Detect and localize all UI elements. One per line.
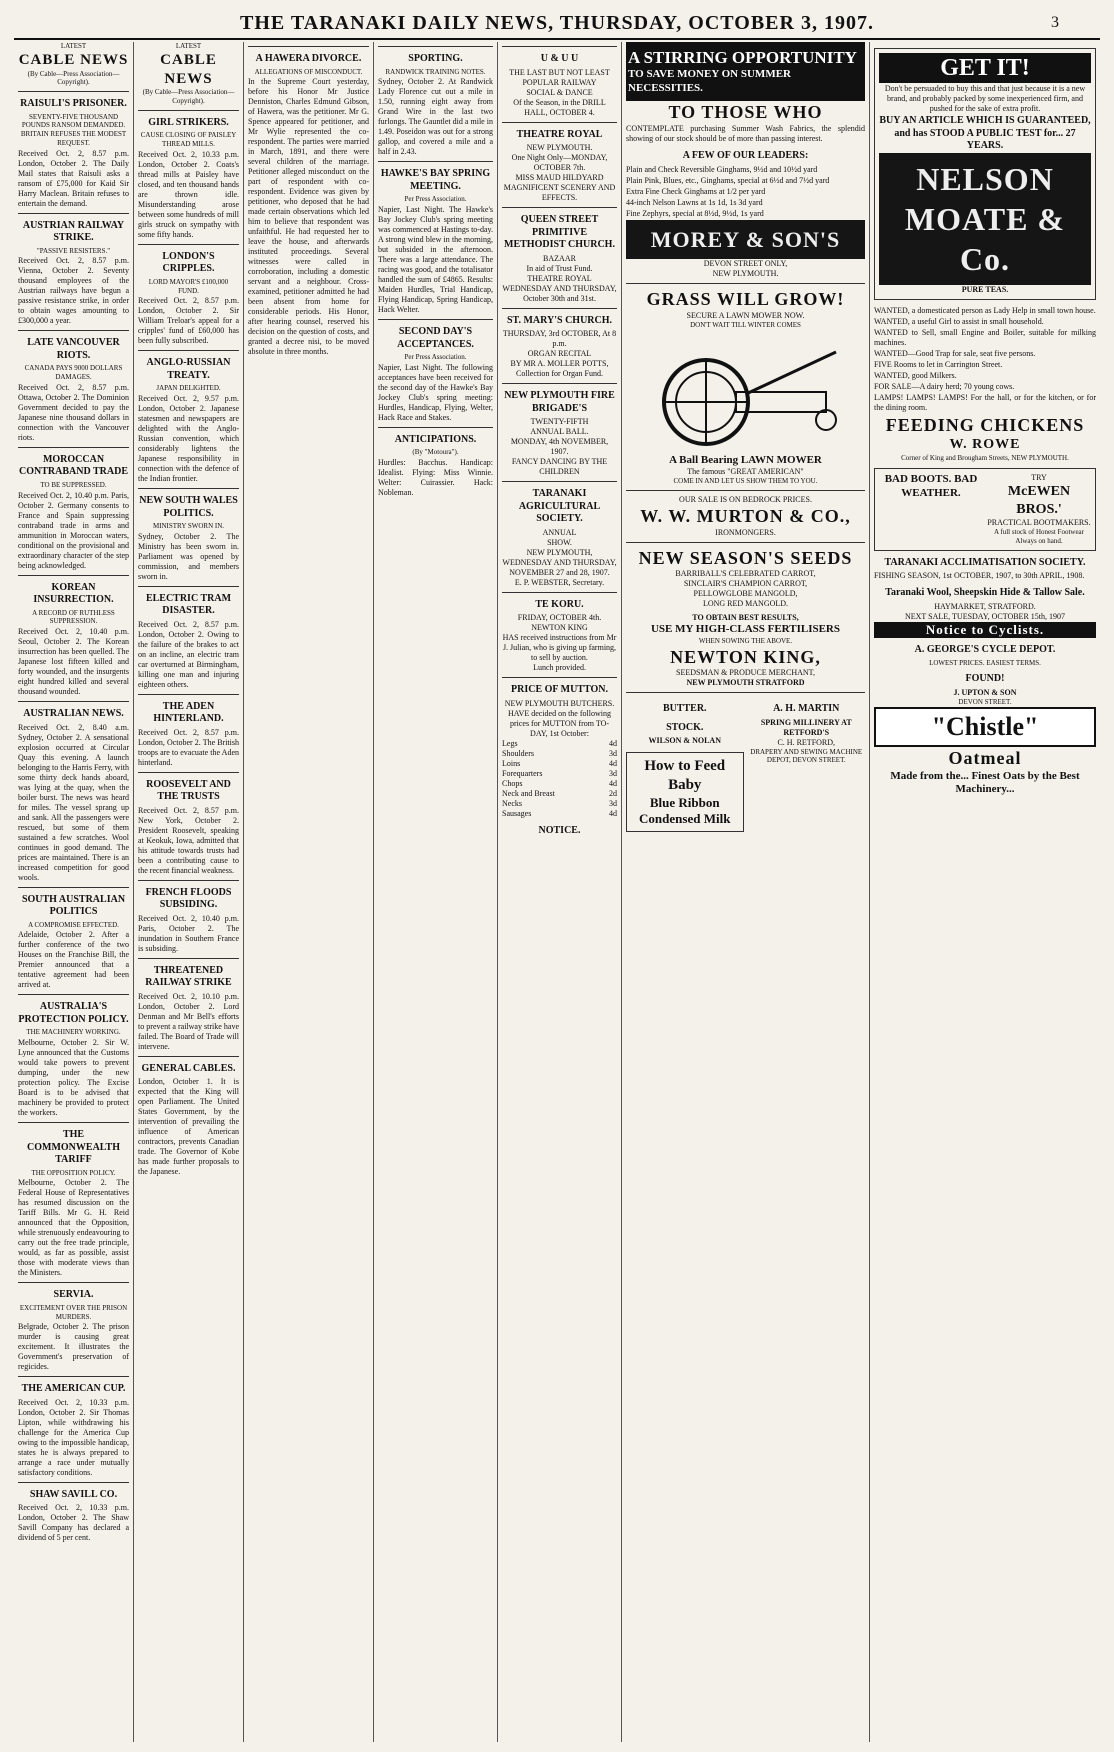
- article-headline: GIRL STRIKERS.: [148, 116, 229, 128]
- divider: [502, 46, 617, 47]
- mcewen-ad: [874, 468, 1096, 551]
- divider: [18, 213, 129, 214]
- divider: [502, 207, 617, 208]
- article-body: Received Oct. 2, 9.57 p.m. London, October 2. Japanese statesmen and newspapers are delighted with the Anglo-Russian convention, which considerably lightens the Japanese responsibility in connection with the defence of the Indian frontier.: [138, 394, 239, 483]
- seed-item: BARRIBALL'S CELEBRATED CARROT,: [675, 569, 816, 579]
- article-body: Received Oct. 2, 8.57 p.m. London, October 2. Sir William Treloar's appeal for a cripples' fund of £60,000 has been fully subscribed.: [138, 296, 239, 346]
- divider: [18, 575, 129, 576]
- price-item: Sausages: [502, 808, 532, 818]
- notice-line: BAZAAR: [543, 253, 576, 263]
- article-headline: SERVIA.: [53, 1289, 94, 1301]
- notice-title: THEATRE ROYAL: [516, 128, 603, 140]
- notice-line: NEWTON KING: [531, 623, 588, 632]
- notice-line: TWENTY-FIFTH: [530, 417, 589, 426]
- notice-line: THURSDAY, 3rd OCTOBER, At 8 p.m.: [502, 329, 617, 348]
- divider: [248, 46, 369, 47]
- martin-name: A. H. MARTIN: [773, 703, 840, 715]
- morey-town: NEW PLYMOUTH.: [712, 269, 779, 279]
- article-headline: GENERAL CABLES.: [141, 1062, 236, 1074]
- acclimatisation-text: FISHING SEASON, 1st OCTOBER, 1907, to 30th APRIL, 1908.: [874, 571, 1085, 581]
- divider: [502, 308, 617, 309]
- article-headline: KOREAN INSURRECTION.: [33, 581, 114, 605]
- article-subhead: Per Press Association.: [404, 195, 467, 204]
- grass-tag: DON'T WAIT TILL WINTER COMES: [690, 320, 801, 329]
- wool-sale-heading: Taranaki Wool, Sheepskin Hide & Tallow Sale.: [885, 587, 1085, 599]
- notice-line: E. P. WEBSTER, Secretary.: [514, 577, 605, 587]
- stock-heading: STOCK.: [666, 721, 704, 733]
- column-advertisements: [622, 42, 870, 1742]
- notice-line: FANCY DANCING BY THE CHILDREN: [511, 457, 608, 476]
- wanted-item: FIVE Rooms to let in Carrington Street.: [874, 359, 1003, 369]
- seed-item: PELLOWGLOBE MANGOLD,: [693, 589, 798, 599]
- masthead: [14, 8, 1100, 40]
- price-item: Chops: [502, 778, 523, 788]
- article-body: Adelaide, October 2. After a further conference of the two Houses on the Franchise Bill, the Premier announced that a tentative agreement had been arrived at.: [18, 930, 129, 990]
- divider: [138, 350, 239, 351]
- price-value: 3d: [609, 798, 617, 808]
- column-cable-news-1: [14, 42, 134, 1742]
- article-subhead: CANADA PAYS 9000 DOLLARS DAMAGES.: [24, 364, 123, 381]
- price-row: [502, 789, 617, 799]
- article-body: Melbourne, October 2. Sir W. Lyne announced that the Customs would take powers to prevent dumping, under the new protection policy. The Excise Board is to be advised that machinery be provided to protect the workers.: [18, 1038, 129, 1117]
- get-it-title: GET IT!: [879, 53, 1091, 83]
- mcewen-try: TRY: [1031, 473, 1047, 483]
- mcewen-left: BAD BOOTS. BAD WEATHER.: [884, 473, 978, 499]
- article-body: Belgrade, October 2. The prison murder is causing great excitement. It illustrates the Government's preservation of regicides.: [18, 1322, 129, 1372]
- oatmeal-tag: Made from the... Finest Oats by the Best Machinery...: [890, 769, 1080, 796]
- divider: [18, 91, 129, 92]
- leaders-title: A FEW OF OUR LEADERS:: [682, 150, 809, 162]
- column-classifieds: [870, 42, 1100, 1742]
- article-headline: ELECTRIC TRAM DISASTER.: [145, 592, 232, 617]
- grass-subtitle: SECURE A LAWN MOWER NOW.: [686, 310, 805, 320]
- masthead-title: THE TARANAKI DAILY NEWS, THURSDAY, OCTOBER 3, 1907.: [240, 11, 874, 34]
- retford-address: DRAPERY AND SEWING MACHINE DEPOT, DEVON STREET.: [750, 747, 863, 765]
- chistle-logo: "Chistle": [874, 707, 1096, 748]
- george-cycle-depot: A. GEORGE'S CYCLE DEPOT.: [914, 644, 1056, 655]
- notice-title: NEW PLYMOUTH FIRE BRIGADE'S: [504, 390, 615, 414]
- article-subhead: EXCITEMENT OVER THE PRISON MURDERS.: [19, 1303, 128, 1321]
- notice-title: PRICE OF MUTTON.: [511, 684, 608, 695]
- divider: [18, 887, 129, 888]
- article-subhead: LORD MAYOR'S £100,000 FUND.: [148, 277, 229, 295]
- leader-item: Plain Pink, Blues, etc., Ginghams, special at 6½d and 7½d yard: [626, 175, 830, 185]
- section-title: CABLE NEWS: [160, 51, 217, 87]
- mcewen-name: McEWEN BROS.': [1007, 484, 1071, 517]
- notice-line: MAGNIFICENT SCENERY AND EFFECTS.: [503, 183, 616, 202]
- price-item: Legs: [502, 738, 518, 748]
- divider: [18, 330, 129, 331]
- divider: [502, 122, 617, 123]
- mcewen-trade: PRACTICAL BOOTMAKERS.: [987, 518, 1091, 528]
- article-list: [18, 91, 129, 1543]
- found-heading: FOUND!: [965, 673, 1005, 685]
- notice-line: Collection for Organ Fund.: [516, 369, 603, 378]
- murton-name: W. W. MURTON & CO.,: [640, 506, 851, 527]
- article-body: Received Oct. 2, 8.57 p.m. London, October 2. Owing to the failure of the brakes to act on an incline, an electric tram car overturned at Birmingham, killing one man and injuring eighteen others.: [138, 619, 239, 689]
- price-item: Neck and Breast: [502, 788, 555, 798]
- notice-line: MISS MAUD HILDYARD: [515, 173, 604, 182]
- mcewen-tag: A full stock of Honest Footwear Always on hand.: [993, 528, 1084, 545]
- article-body: Received Oct. 2, 8.57 p.m. London, October 2. The British troops are to evacuate the Aden hinterland.: [138, 727, 239, 767]
- article-body: In the Supreme Court yesterday, before his Honor Mr Justice Denniston, Charles Edmund Gibson, of Hawera, was the petitioner. Mr G. Spence appeared for petitioner, and Mr Wylie represented the co-respondent. The parties were married in March, 1891, and there were several children of the marriage. Petitioner alleged misconduct on the part of respondent with co-respondent. Evidence was given by petitioner, who deposed that he had made certain observations which led him to believe that respondent was unfaithful. He had requested her to leave the house, and afterwards instituted proceedings. Several witnesses were called in corroboration, including a domestic servant and a neighbour. Cross-examined, petitioner admitted he had been absent from home for considerable periods. His Honor, after hearing counsel, reserved his decision on the question of costs, and granted a decree nisi, to be moved absolute in three months.: [248, 77, 369, 357]
- seed-item: SINCLAIR'S CHAMPION CARROT,: [683, 579, 808, 589]
- nelson-moate-logo: NELSON MOATE & Co.: [879, 153, 1091, 285]
- column-cable-news-2: [134, 42, 244, 1742]
- article-headline: HAWKE'S BAY SPRING MEETING.: [380, 168, 491, 192]
- seeds-list: [626, 569, 865, 609]
- article-headline: NEW SOUTH WALES POLITICS.: [139, 495, 238, 519]
- leaders-list: [626, 165, 865, 219]
- feeding-chickens-title: FEEDING CHICKENS: [885, 414, 1085, 435]
- price-value: 4d: [609, 778, 617, 788]
- notice-line: FRIDAY, OCTOBER 4th.: [517, 613, 602, 622]
- notice-line: MONDAY, 4th NOVEMBER, 1907.: [510, 437, 609, 456]
- divider: [138, 958, 239, 959]
- top-ad-row: [626, 42, 865, 279]
- price-row: [502, 779, 617, 789]
- upton-name: J. UPTON & SON: [953, 687, 1017, 697]
- article-subhead: ALLEGATIONS OF MISCONDUCT.: [254, 67, 363, 76]
- price-row: [502, 739, 617, 749]
- notice-line: HAS received instructions from Mr J. Julian, who is giving up farming, to sell by auction.: [502, 633, 617, 662]
- article-body: Received Oct. 2, 8.40 a.m. Sydney, October 2. A sensational explosion occurred at Circular Quay this evening. A launch belonging to the Harris Ferry, with some thirty deck hands aboard, was lying at the quay, when the boiler burst. The news was heard for miles. The vessel sprang up and sank. All the passengers were rescued, but some of them sustained a few scratches. Wool continues in good demand. The prices are maintained. There is an increased competition for good wools.: [18, 722, 130, 882]
- section-title: CABLE NEWS: [18, 51, 129, 68]
- drapery-heading: TO THOSE WHO: [668, 101, 823, 122]
- cyclists-notice: Notice to Cyclists.: [874, 622, 1096, 638]
- divider: [378, 161, 493, 162]
- retford-heading: SPRING MILLINERY AT RETFORD'S: [760, 717, 852, 737]
- leader-item: 44-inch Nelson Lawns at 1s 1d, 1s 3d yard: [626, 197, 763, 207]
- nelson-teas: PURE TEAS.: [961, 284, 1009, 294]
- get-it-ad: [874, 48, 1096, 300]
- notice-line: ORGAN RECITAL: [527, 349, 592, 358]
- newton-king-towns: NEW PLYMOUTH STRATFORD: [686, 678, 805, 688]
- rowe-address: Corner of King and Brougham Streets, NEW PLYMOUTH.: [901, 453, 1069, 462]
- notice-title: TE KORU.: [535, 598, 584, 610]
- article-body: London, October 1. It is expected that the King will open Parliament. The United States Government, by the intervention of prevailing the influence of American contractors, prevents Canadian trade. The Governor of Kobe has made further proposals to the Japanese.: [138, 1077, 239, 1177]
- bottom-ad-row: [626, 697, 865, 838]
- mcewen-right: [987, 473, 1091, 546]
- notice-line: SOCIAL & DANCE: [526, 87, 593, 97]
- article-subhead: Per Press Association.: [404, 353, 467, 361]
- leader-item: Plain and Check Reversible Ginghams, 9½d and 10½d yard: [626, 164, 818, 174]
- notice-line: NEW PLYMOUTH BUTCHERS.: [504, 698, 615, 708]
- article-body: Napier, Last Night. The Hawke's Bay Jockey Club's spring meeting was commenced at Hastings to-day. A strong wind blew in the morning, but subsided in the afternoon. There was a large attendance. The racing was good, and the totalisator handled the sum of £4865. Results: Maiden Hurdles, Trial Handicap, Flying Handicap, Spring Handicap, Hack Welter.: [378, 205, 493, 314]
- divider: [626, 692, 865, 693]
- article-subhead: A COMPROMISE EFFECTED.: [28, 920, 119, 929]
- article-headline: THREATENED RAILWAY STRIKE: [145, 964, 232, 989]
- column-sporting: [374, 42, 498, 1742]
- mutton-price-table: [502, 739, 617, 819]
- article-list: [138, 110, 239, 1178]
- article-headline: RAISULI'S PRISONER.: [20, 98, 127, 109]
- notice-line: SHOW.: [547, 537, 572, 547]
- divider: [18, 1376, 129, 1377]
- get-it-buy: BUY AN ARTICLE WHICH IS GUARANTEED, and has STOOD A PUBLIC TEST for... 27 YEARS.: [879, 115, 1091, 151]
- article-headline: AUSTRALIAN NEWS.: [23, 708, 124, 719]
- mower-cta: COME IN AND LET US SHOW THEM TO YOU.: [673, 477, 818, 486]
- murton-subtitle: OUR SALE IS ON BEDROCK PRICES.: [679, 495, 812, 505]
- acclimatisation-heading: TARANAKI ACCLIMATISATION SOCIETY.: [884, 556, 1086, 568]
- divider: [138, 1056, 239, 1057]
- divider: [378, 319, 493, 320]
- article-headline: AUSTRALIA'S PROTECTION POLICY.: [18, 1001, 129, 1025]
- price-value: 2d: [609, 788, 617, 798]
- divider: [502, 481, 617, 482]
- article-headline: AUSTRIAN RAILWAY STRIKE.: [22, 219, 125, 243]
- price-value: 4d: [609, 738, 617, 748]
- price-row: [502, 799, 617, 809]
- article-subhead: CAUSE CLOSING OF PAISLEY THREAD MILLS.: [140, 131, 237, 148]
- get-it-text: Don't be persuaded to buy this and that just because it is a new brand, and probably packed by some inexperienced firm, and pushed for the sake of extra profit.: [884, 84, 1086, 113]
- divider: [138, 110, 239, 111]
- article-body: Received Oct. 2, 10.40 p.m. Paris, October 2. Germany consents to France and Spain suppressing contraband trade in arms and ammunition in Moroccan waters, conditional on the provisional and extraordinary character of the step being acknowledged.: [18, 490, 129, 570]
- divider: [138, 772, 239, 773]
- notice-title: QUEEN STREET PRIMITIVE METHODIST CHURCH.: [504, 214, 615, 250]
- wanted-item: WANTED, a useful Girl to assist in small household.: [874, 316, 1044, 326]
- price-value: 3d: [609, 748, 617, 758]
- article-body: Received Oct. 2, 8.57 p.m. Ottawa, October 2. The Dominion Government decided to pay the Japanese nine thousand dollars in connection with the Vancouver riots.: [18, 382, 129, 442]
- article-subhead: THE OPPOSITION POLICY.: [31, 1168, 116, 1177]
- newton-king-trade: SEEDSMAN & PRODUCE MERCHANT,: [676, 668, 815, 678]
- article-subhead: (By "Motoura").: [412, 448, 459, 457]
- rowe-name: W. ROWE: [949, 437, 1021, 452]
- price-value: 3d: [609, 768, 617, 778]
- article-headline: LATE VANCOUVER RIOTS.: [27, 337, 120, 361]
- notice-line: THEATRE ROYAL: [527, 273, 592, 283]
- article-body: Received Oct. 2, 10.33 p.m. London, October 2. Coats's thread mills at Paisley have closed, and ten thousand hands are thrown idle. Misunderstanding arose between some hundreds of mill girls struck on sympathy with some fifty hands.: [138, 149, 239, 239]
- article-headline: FRENCH FLOODS SUBSIDING.: [145, 886, 232, 911]
- divider: [18, 1122, 129, 1123]
- article-headline: ANTICIPATIONS.: [394, 433, 477, 445]
- notice-line: THE LAST BUT NOT LEAST POPULAR RAILWAY: [509, 67, 610, 87]
- divider: [18, 701, 129, 702]
- seed-item: LONG RED MANGOLD.: [702, 599, 789, 609]
- price-row: [502, 749, 617, 759]
- divider: [138, 488, 239, 489]
- article-body: Received Oct. 2, 10.33 p.m. London, October 2. Sir Thomas Lipton, while withdrawing his challenge for the America Cup owing to the impossible handicap, states he is always prepared to arrange a race under mutually satisfactory conditions.: [18, 1397, 129, 1477]
- article-headline: LONDON'S CRIPPLES.: [162, 250, 215, 275]
- article-headline: ROOSEVELT AND THE TRUSTS: [146, 778, 231, 803]
- wilson-nolan: WILSON & NOLAN: [648, 736, 721, 746]
- article-body: Received Oct. 2, 8.57 p.m. New York, October 2. President Roosevelt, speaking at Keokuk, Iowa, admitted that his attitude towards trusts had been a contributing cause to the recent financial weakness.: [138, 805, 239, 875]
- article-headline: THE COMMONWEALTH TARIFF: [27, 1129, 120, 1165]
- article-body: Received Oct. 2, 10.33 p.m. London, October 2. The Shaw Savill Company has declared a dividend of 5 per cent.: [18, 1503, 129, 1543]
- divider: [502, 592, 617, 593]
- article-body: Sydney, October 2. The Ministry has been sworn in. Parliament was opened by commission, and members sworn in.: [138, 531, 239, 581]
- notice-line: ANNUAL: [542, 527, 577, 537]
- lawn-mower-illustration: [636, 332, 856, 452]
- divider: [18, 1282, 129, 1283]
- notice-line: BY MR A. MOLLER POTTS,: [510, 359, 609, 368]
- martin-ad: [748, 697, 866, 838]
- article-headline: THE ADEN HINTERLAND.: [153, 700, 224, 725]
- opportunity-banner: [626, 42, 865, 101]
- notice-line: In aid of Trust Fund.: [526, 263, 593, 273]
- article-subhead: RANDWICK TRAINING NOTES.: [385, 67, 486, 76]
- fertiliser-title: TO OBTAIN BEST RESULTS,: [692, 613, 799, 623]
- seeds-title: NEW SEASON'S SEEDS: [638, 547, 853, 568]
- divider: [138, 880, 239, 881]
- divider: [502, 677, 617, 678]
- wanted-item: WANTED—Good Trap for sale, seat five persons.: [874, 348, 1036, 358]
- divider: [626, 490, 865, 491]
- price-row: [502, 769, 617, 779]
- article-subhead: "PASSIVE RESISTERS.": [36, 246, 111, 255]
- wool-sale-sub: HAYMARKET, STRATFORD.: [934, 601, 1036, 611]
- article-body: Received Oct. 2, 8.57 p.m. London, October 2. The Daily Mail states that Raisuli asks a ransom of £75,000 for Kaid Sir Harry Maclean. Britain refuses to entertain the demand.: [18, 148, 129, 208]
- divider: [378, 427, 493, 428]
- article-headline: SECOND DAY'S ACCEPTANCES.: [397, 326, 474, 350]
- price-row: [502, 759, 617, 769]
- notice-title: TARANAKI AGRICULTURAL SOCIETY.: [518, 488, 601, 524]
- divider: [18, 447, 129, 448]
- divider: [626, 542, 865, 543]
- divider: [138, 244, 239, 245]
- wanted-item: WANTED to Sell, small Engine and Boiler, suitable for milking machines.: [874, 327, 1096, 347]
- notice-title: ST. MARY'S CHURCH.: [506, 314, 613, 326]
- notice-line: Lunch provided.: [533, 663, 586, 672]
- article-headline: A HAWERA DIVORCE.: [255, 53, 362, 64]
- grass-title: GRASS WILL GROW!: [646, 289, 845, 310]
- notice-line: WEDNESDAY AND THURSDAY,: [502, 557, 617, 567]
- price-value: 4d: [609, 758, 617, 768]
- article-subhead: THE MACHINERY WORKING.: [26, 1028, 121, 1037]
- page-number: 3: [1051, 14, 1060, 31]
- article-list: [378, 46, 493, 498]
- retford-name: C. H. RETFORD,: [777, 737, 836, 747]
- butter-ad: [626, 697, 744, 838]
- wanted-list: [874, 306, 1096, 392]
- article-body: Received Oct. 2, 10.10 p.m. London, October 2. Lord Denman and Mr Bell's efforts to prevent a railway strike have failed. The Board of Trade will intervene.: [138, 991, 239, 1051]
- article-headline: ANGLO-RUSSIAN TREATY.: [146, 357, 231, 381]
- fertiliser-tag: WHEN SOWING THE ABOVE.: [698, 636, 793, 645]
- wanted-item: WANTED, good Milkers.: [874, 370, 957, 380]
- notice-heading: NOTICE.: [538, 824, 581, 836]
- columns: [14, 42, 1100, 1742]
- article-subhead: JAPAN DELIGHTED.: [156, 384, 221, 393]
- article-headline: MOROCCAN CONTRABAND TRADE: [19, 453, 128, 478]
- notice-line: NOVEMBER 27 and 28, 1907.: [509, 567, 610, 577]
- wanted-item: FOR SALE—A dairy herd; 70 young cows.: [874, 381, 1015, 391]
- divider: [626, 283, 865, 284]
- price-item: Shoulders: [502, 748, 534, 758]
- drapery-text: CONTEMPLATE purchasing Summer Wash Fabrics, the splendid showing of our stock should be of more than passing interest.: [626, 124, 865, 144]
- divider: [138, 694, 239, 695]
- kicker: LATEST: [175, 42, 202, 50]
- price-item: Loins: [502, 758, 521, 768]
- baby-ad: [626, 752, 744, 832]
- notice-line: NEW PLYMOUTH.: [526, 143, 593, 152]
- credit: (By Cable—Press Association—Copyright).: [27, 69, 120, 87]
- murton-trade: IRONMONGERS.: [715, 527, 776, 537]
- article-body: Received Oct. 2, 10.40 p.m. Seoul, October 2. The Korean insurrection has been quelled. The Japanese lost fifteen killed and forty wounded, and the insurgents eight hundred killed and several thousand wounded.: [18, 627, 129, 696]
- banner-subtitle: TO SAVE MONEY ON SUMMER NECESSITIES.: [628, 68, 791, 94]
- divider: [18, 994, 129, 995]
- divider: [18, 1482, 129, 1483]
- banner-title: A STIRRING OPPORTUNITY: [628, 48, 857, 67]
- article-body: Hurdles: Bacchus. Handicap: Idealist. Flying: Miss Winnie. Welter: Cuirassier. Hack: Nobleman.: [378, 458, 493, 497]
- wool-sale-date: NEXT SALE, TUESDAY, OCTOBER 15th, 1907: [904, 611, 1066, 621]
- article-headline: SOUTH AUSTRALIAN POLITICS: [21, 893, 126, 917]
- notice-line: One Night Only—MONDAY, OCTOBER 7th.: [511, 153, 608, 172]
- credit: (By Cable—Press Association—Copyright).: [142, 88, 235, 105]
- notice-line: ANNUAL BALL.: [530, 427, 589, 436]
- price-item: Forequarters: [502, 768, 543, 778]
- article-subhead: TO BE SUPPRESSED.: [40, 480, 107, 489]
- fertiliser-subtitle: USE MY HIGH-CLASS FERTILISERS: [650, 623, 840, 636]
- article-body: Received Oct. 2, 8.57 p.m. Vienna, October 2. Seventy thousand employees of the Austrian railways have begun a passive resistance strike, in order to obtain wages amounting to £300,000 a year.: [18, 256, 129, 326]
- morey-address: DEVON STREET ONLY,: [703, 259, 788, 269]
- article-subhead: A RECORD OF RUTHLESS SUPPRESSION.: [32, 608, 115, 626]
- price-row: [502, 809, 617, 819]
- newton-king-name: NEWTON KING,: [670, 646, 821, 667]
- article-body: Napier, Last Night. The following acceptances have been received for the second day of the Hawke's Bay Jockey Club's spring meeting: Hurdles, Handicap, Flying, Welter, Hack Race and Stakes.: [378, 362, 493, 422]
- baby-brand: Blue Ribbon Condensed Milk: [639, 794, 731, 826]
- article-body: Melbourne, October 2. The Federal House of Representatives has resumed discussion on the Tariff Bills. Mr G. H. Reid announced that the Opposition, while strenuously endeavouring to carry out the free trade principle, would, as far as possible, assist those with moderate views than the Ministers.: [18, 1178, 129, 1278]
- article-body: Sydney, October 2. At Randwick Lady Florence cut out a mile in 1.50, running eight away from Grand Wire in the last two furlongs. The Gauntlet did a mile in 1.49. Poseidon was out for a strong gallop, and covered a mile and a half in 2.43.: [378, 77, 493, 157]
- kicker: LATEST: [60, 42, 87, 50]
- notice-title: U & U U: [540, 53, 579, 64]
- george-tag: LOWEST PRICES. EASIEST TERMS.: [929, 658, 1041, 667]
- leader-item: Fine Zephyrs, special at 8½d, 9½d, 1s yard: [626, 208, 764, 218]
- mower-caption: A Ball Bearing LAWN MOWER: [669, 453, 822, 466]
- divider: [502, 383, 617, 384]
- divider: [138, 586, 239, 587]
- price-value: 4d: [609, 808, 617, 818]
- oatmeal-label: Oatmeal: [948, 748, 1022, 768]
- divider: [378, 46, 493, 47]
- article-headline: THE AMERICAN CUP.: [21, 1383, 126, 1395]
- article-body: Received Oct. 2, 10.40 p.m. Paris, October 2. The inundation in Southern France is subsiding.: [138, 913, 239, 953]
- notice-line: WEDNESDAY AND THURSDAY, October 30th and 31st.: [502, 283, 617, 303]
- morey-logo: MOREY & SON'S: [626, 220, 865, 260]
- article-headline: SPORTING.: [408, 53, 463, 64]
- notice-line: NEW PLYMOUTH,: [526, 547, 593, 557]
- article-subhead: SEVENTY-FIVE THOUSAND POUNDS RANSOM DEMANDED. BRITAIN REFUSES THE MODEST REQUEST.: [20, 112, 127, 147]
- column-notices: [498, 42, 622, 1742]
- drapery-ad: [626, 42, 865, 279]
- wanted-item: WANTED, a domesticated person as Lady Help in small town house.: [874, 305, 1096, 315]
- notice-list: [502, 46, 617, 739]
- article-headline: SHAW SAVILL CO.: [29, 1488, 118, 1500]
- article-list: [248, 46, 369, 357]
- article-subhead: MINISTRY SWORN IN.: [152, 522, 225, 530]
- upton-address: DEVON STREET.: [958, 697, 1012, 706]
- baby-title: How to Feed Baby: [644, 758, 726, 793]
- notice-line: HAVE decided on the following prices for MUTTON from TO-DAY, 1st October:: [508, 708, 611, 738]
- mower-name: The famous "GREAT AMERICAN": [687, 467, 804, 477]
- leader-item: Extra Fine Check Ginghams at 1/2 per yard: [626, 186, 766, 196]
- notice-line: Of the Season, in the DRILL HALL, OCTOBER 4.: [513, 97, 606, 117]
- column-divorce-story: [244, 42, 374, 1742]
- price-item: Necks: [502, 798, 522, 808]
- butter-heading: BUTTER.: [662, 703, 707, 715]
- lamps-ad: LAMPS! LAMPS! LAMPS! For the hall, or for the kitchen, or for the dining room.: [874, 392, 1096, 412]
